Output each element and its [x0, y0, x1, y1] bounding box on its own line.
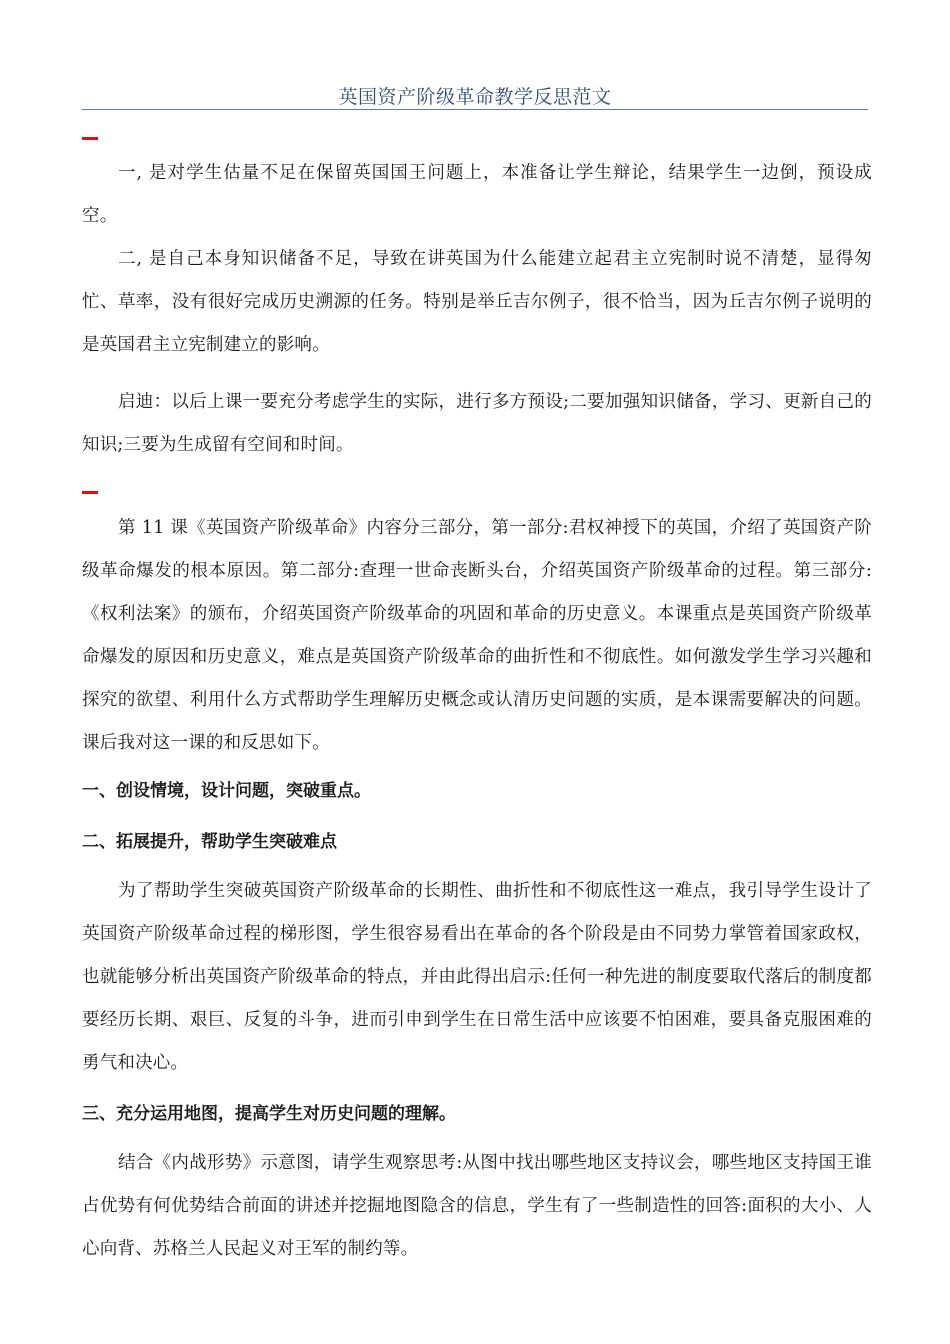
section1-paragraph-1: 一, 是对学生估量不足在保留英国国王问题上，本准备让学生辩论，结果学生一边倒，预设成空。 [82, 163, 872, 226]
section-marker-1 [82, 137, 98, 140]
section1-paragraph-2: 二, 是自己本身知识储备不足，导致在讲英国为什么能建立起君主立宪制时说不清楚，显得匆忙、草率，没有很好完成历史溯源的任务。特别是举丘吉尔例子，很不恰当，因为丘吉尔例子说明的是英国君主立宪制建立的影响。 [82, 249, 872, 355]
section1-paragraph-3: 启迪：以后上课一要充分考虑学生的实际，进行多方预设;二要加强知识储备，学习、更新自己的知识;三要为生成留有空间和时间。 [82, 392, 872, 455]
section2-heading-1: 一、创设情境，设计问题，突破重点。 [82, 781, 371, 801]
section-marker-2 [82, 491, 98, 494]
section2-intro-paragraph: 第 11 课《英国资产阶级革命》内容分三部分，第一部分:君权神授下的英国，介绍了英国资产阶级革命爆发的根本原因。第二部分:查理一世命丧断头台，介绍英国资产阶级革命的过程。第三部分:《权利法案》的颁布，介绍英国资产阶级革命的巩固和革命的历史意义。本课重点是英国资产阶级革命爆发的原因和历史意义，难点是英国资产阶级革命的曲折性和不彻底性。如何激发学生学习兴趣和探究的欲望、利用什么方式帮助学生理解历史概念或认清历史问题的实质，是本课需要解决的问题。课后我对这一课的和反思如下。 [82, 518, 872, 753]
document-title: 英国资产阶级革命教学反思范文 [338, 86, 612, 108]
section2-heading-2: 二、拓展提升，帮助学生突破难点 [82, 832, 337, 852]
section2-heading-3: 三、充分运用地图，提高学生对历史问题的理解。 [82, 1104, 456, 1124]
section2-map-paragraph: 结合《内战形势》示意图，请学生观察思考:从图中找出哪些地区支持议会，哪些地区支持国王谁占优势有何优势结合前面的讲述并挖掘地图隐含的信息，学生有了一些制造性的回答:面积的大小、人心向背、苏格兰人民起义对王军的制约等。 [82, 1153, 872, 1259]
section2-difficulty-paragraph: 为了帮助学生突破英国资产阶级革命的长期性、曲折性和不彻底性这一难点，我引导学生设计了英国资产阶级革命过程的梯形图，学生很容易看出在革命的各个阶段是由不同势力掌管着国家政权，也就能够分析出英国资产阶级革命的特点，并由此得出启示:任何一种先进的制度要取代落后的制度都要经历长期、艰巨、反复的斗争，进而引申到学生在日常生活中应该要不怕困难，要具备克服困难的勇气和决心。 [82, 881, 872, 1073]
header-divider [82, 109, 868, 110]
